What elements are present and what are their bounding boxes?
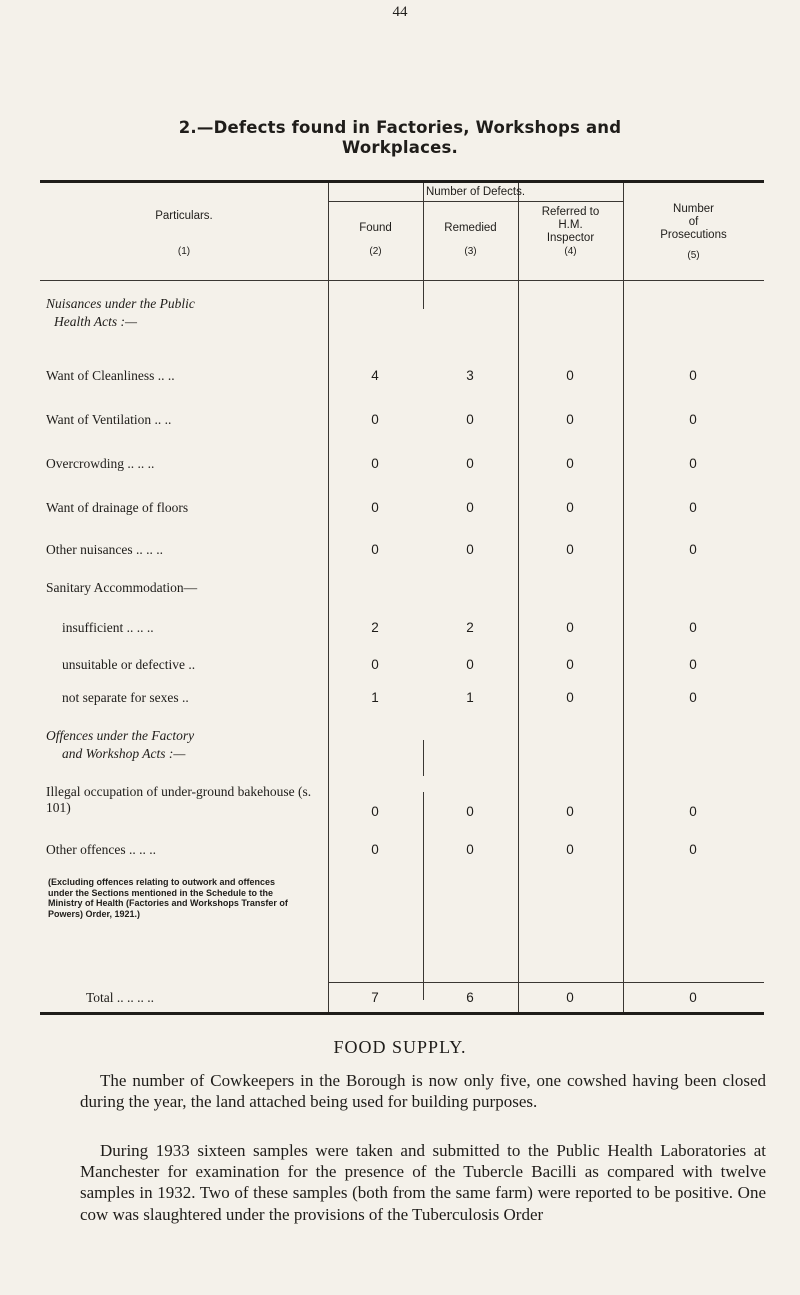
table-row-label: unsuitable or defective .. [62,657,196,672]
table-row-label: insufficient .. .. .. [62,620,154,635]
header-particulars [40,210,328,258]
table-cell-found: 0 [371,456,379,471]
column-divider [623,183,624,1012]
table-cell-found: 0 [371,500,379,515]
total-label: Total .. .. .. .. [86,990,155,1005]
table-cell-prosecutions: 0 [689,500,697,515]
table-cell-remedied: 0 [466,542,474,557]
table-cell-prosecutions: 0 [689,542,697,557]
table-cell-referred: 0 [566,368,574,383]
table-cell-remedied: 1 [466,690,474,705]
defects-table [40,180,764,1016]
table-cell-prosecutions: 0 [689,368,697,383]
table-cell-referred: 0 [566,657,574,672]
table-cell-found: 0 [371,542,379,557]
food-supply-paragraph-1: The number of Cowkeepers in the Borough is now only five, one cowshed having been closed during the year, the land attached being used for building purposes. [80,1071,766,1112]
table-cell-remedied: 0 [466,657,474,672]
table-cell-remedied: 0 [466,456,474,471]
table-cell-referred: 0 [566,842,574,857]
table-cell-referred: 0 [566,542,574,557]
table-footnote: (Excluding offences relating to outwork and offences under the Sections mentioned in the Schedule to the Ministry of Health (Factories and Workshops Transfer of Powers) Order, 1921.) [48,877,288,919]
column-divider [423,740,424,776]
table-row-label: Want of Cleanliness .. .. [46,368,175,383]
section-title [100,118,700,158]
section-title-line-2: Workplaces. [342,138,458,157]
header-referred [518,206,623,258]
food-supply-paragraph-2: During 1933 sixteen samples were taken and submitted to the Public Health Laboratories at Manchester for examination for the presence of the Tubercle Bacilli as compared with twelve samples in 1932. Two of these samples (both from the same farm) were reported to be positive. One cow was slaughtered under the provisions of the Tuberculosis Order [80,1141,766,1224]
table-row-label: Other offences .. .. .. [46,842,156,857]
total-rule [328,982,764,983]
header-prosecutions-line-1: Number [673,203,714,215]
table-bottom-rule [40,1012,764,1015]
page-number: 44 [392,4,408,20]
header-number-of-defects: Number of Defects. [425,186,526,198]
table-cell-found: 0 [371,412,379,427]
column-divider [518,183,519,1012]
total-prosecutions: 0 [689,990,697,1005]
header-bottom-rule [40,280,764,281]
header-referred-line-1: Referred to [541,206,600,218]
table-row-label: Other nuisances .. .. .. [46,542,163,557]
header-referred-line-2: H.M. [558,219,583,231]
header-prosecutions-line-3: Prosecutions [660,229,727,241]
table-cell-referred: 0 [566,500,574,515]
section-title-line-1: 2.—Defects found in Factories, Workshops and [178,118,622,137]
header-particulars-number: (1) [177,246,191,257]
food-supply-heading: FOOD SUPPLY. [333,1037,467,1057]
section-sanitary: Sanitary Accommodation— [46,580,198,595]
table-cell-prosecutions: 0 [689,657,697,672]
table-cell-prosecutions: 0 [689,842,697,857]
total-referred: 0 [566,990,574,1005]
header-found-number: (2) [369,246,382,257]
header-prosecutions-number: (5) [687,250,700,261]
table-cell-referred: 0 [566,412,574,427]
column-divider [328,183,329,1012]
header-found-label: Found [359,222,392,234]
table-cell-remedied: 0 [466,412,474,427]
table-row-label: Illegal occupation of under-ground bakehouse (s. 101) [46,784,312,815]
table-cell-found: 2 [371,620,379,635]
header-remedied-number: (3) [464,246,477,257]
table-row-label: Overcrowding .. .. .. [46,456,155,471]
header-remedied-label: Remedied [444,222,497,234]
header-prosecutions [623,203,764,262]
section-offences-line-1: Offences under the Factory [46,728,195,743]
section-nuisances-line-1: Nuisances under the Public [46,296,195,311]
table-cell-referred: 0 [566,804,574,819]
header-particulars-label: Particulars. [155,210,213,222]
table-cell-remedied: 3 [466,368,474,383]
table-cell-remedied: 0 [466,500,474,515]
table-cell-referred: 0 [566,620,574,635]
table-cell-prosecutions: 0 [689,690,697,705]
table-row-label: not separate for sexes .. [62,690,189,705]
header-prosecutions-line-2: of [688,216,699,228]
table-cell-prosecutions: 0 [689,620,697,635]
table-cell-prosecutions: 0 [689,804,697,819]
table-cell-remedied: 0 [466,804,474,819]
header-divider [328,201,623,202]
section-offences-line-2: and Workshop Acts :— [62,746,186,761]
table-cell-prosecutions: 0 [689,412,697,427]
header-referred-line-3: Inspector [546,232,595,244]
header-found [328,222,423,258]
table-cell-found: 1 [371,690,379,705]
section-nuisances-line-2: Health Acts :— [54,314,137,329]
table-cell-found: 0 [371,842,379,857]
total-remedied: 6 [466,990,474,1005]
table-cell-found: 0 [371,804,379,819]
column-divider [423,792,424,1000]
table-row-label: Want of drainage of floors [46,500,189,515]
table-cell-referred: 0 [566,690,574,705]
header-referred-number: (4) [564,246,577,257]
total-found: 7 [371,990,379,1005]
table-cell-remedied: 2 [466,620,474,635]
header-remedied [423,222,518,258]
table-top-rule [40,180,764,183]
table-cell-prosecutions: 0 [689,456,697,471]
table-cell-remedied: 0 [466,842,474,857]
table-row-label: Want of Ventilation .. .. [46,412,172,427]
table-cell-found: 0 [371,657,379,672]
table-cell-referred: 0 [566,456,574,471]
table-cell-found: 4 [371,368,379,383]
